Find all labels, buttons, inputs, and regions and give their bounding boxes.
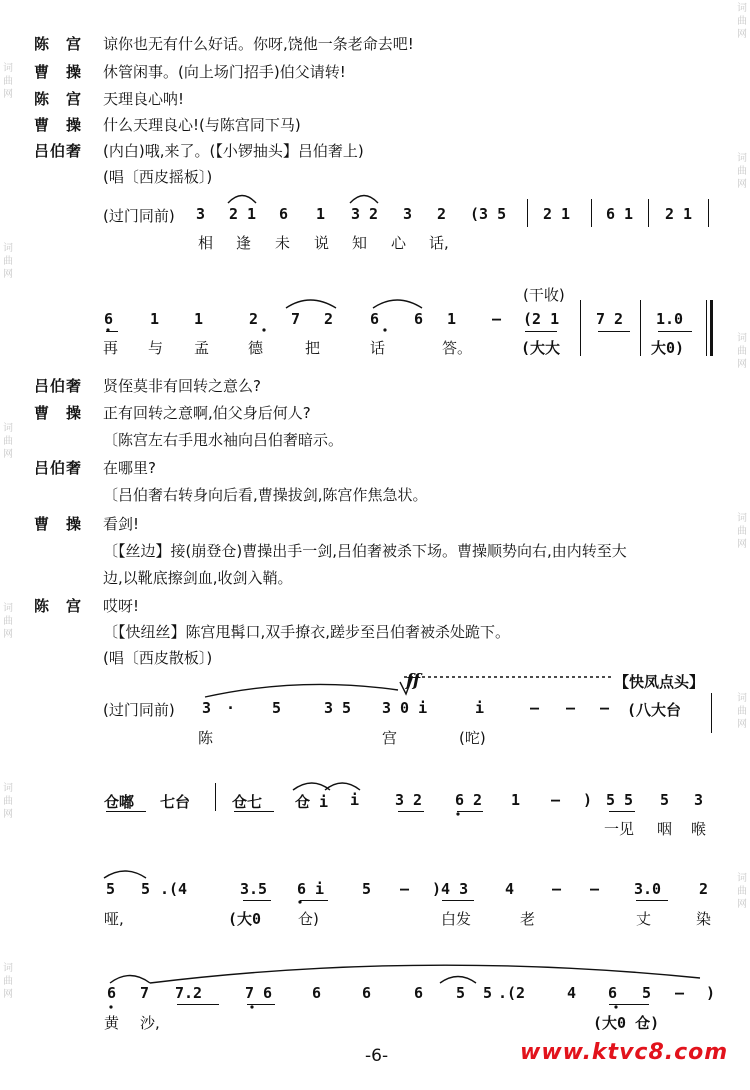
watermark-left: 词曲网 [3,423,13,460]
note: 6 [414,310,424,328]
note: 5 [642,984,652,1002]
speaker: 曹 操 [34,515,83,533]
note: – [551,791,561,809]
line-text: 正有回转之意啊,伯父身后何人? [103,404,311,422]
line-text: 〔吕伯奢右转身向后看,曹操拔剑,陈宫作焦急状。 [103,486,428,504]
note: 3.0 [634,880,662,898]
note: – [675,984,685,1002]
lyric: 哑, [104,910,124,928]
note: 5 [456,984,466,1002]
note: – [600,699,610,717]
note: 3 2 [351,205,379,223]
note: 6 [414,984,424,1002]
line-text: 谅你也无有什么好话。你呀,饶他一条老命去吧! [103,35,414,53]
watermark-left: 词曲网 [3,603,13,640]
note: 6 1 [606,205,634,223]
note: .(4 [160,880,188,898]
lyric: 宫 [382,729,398,747]
watermark-right: 词曲网 [737,3,747,40]
note: 5 [483,984,493,1002]
watermark-right: 词曲网 [737,333,747,370]
watermark-left: 词曲网 [3,963,13,1000]
lyric: 染 [696,910,712,928]
lyric: 德 [248,339,264,357]
note: – [590,880,600,898]
note: 6 [370,310,380,328]
line-text: 看剑! [103,515,140,533]
note: 6 [107,984,117,1002]
lyric: 老 [520,910,536,928]
lyric: 相 [198,234,214,252]
line-text: 贤侄莫非有回转之意么? [103,377,261,395]
watermark-right: 词曲网 [737,513,747,550]
speaker: 陈 宫 [34,35,83,53]
percussion-label: 【快凤点头】 [614,673,705,691]
percussion: (八大台 [627,701,682,719]
percussion: (大大 [521,339,561,357]
note: 仓 i [295,793,329,811]
note: 5 [272,699,282,717]
line-text: 〔【快纽丝】陈宫甩髯口,双手撩衣,蹉步至吕伯奢被杀处跪下。 [103,623,511,641]
note: 6 [312,984,322,1002]
speaker: 曹 操 [34,63,83,81]
speaker: 曹 操 [34,404,83,422]
line-text: 休管闲事。(向上场门招手)伯父请转! [103,63,346,81]
watermark-left: 词曲网 [3,243,13,280]
singing-direction: (唱〔西皮散板〕) [103,649,213,667]
watermark-left: 词曲网 [3,783,13,820]
note: i [350,791,360,809]
page-number: -6- [365,1046,389,1066]
lyric: 把 [305,339,321,357]
speaker: 陈 宫 [34,90,83,108]
lyric: 孟 [194,339,210,357]
note: 2 [437,205,447,223]
note: 6 [279,205,289,223]
note: 6 2 [455,791,483,809]
note: – [566,699,576,717]
note: 2 1 [665,205,693,223]
note: ) [583,791,593,809]
speaker: 吕伯奢 [34,377,83,395]
dynamic-ff: ff [406,671,421,691]
watermark-right: 词曲网 [737,873,747,910]
note: 1 [150,310,160,328]
note: 5 5 [606,791,634,809]
note: 6 i [297,880,325,898]
note: – [492,310,502,328]
lyric: 与 [148,339,164,357]
note: 4 [505,880,515,898]
lyric: 再 [103,339,119,357]
lyric: 黄 [104,1014,120,1032]
note: .(2 [498,984,526,1002]
note: 2 [699,880,709,898]
note: – [530,699,540,717]
note: 3 0 i [382,699,428,717]
speaker: 曹 操 [34,116,83,134]
lyric: 话, [429,234,449,252]
note: – [552,880,562,898]
lyric: 白发 [441,910,472,928]
lyric: 咽 [657,820,673,838]
note: 6 [104,310,114,328]
line-text: 〔【丝边】接(崩登仓)曹操出手一剑,吕伯奢被杀下场。曹操顺势向右,由内转至大 [103,542,627,560]
percussion: (大0 仓) [593,1014,660,1032]
note: 3 [196,205,206,223]
note: )4 3 [432,880,469,898]
note: ) [706,984,716,1002]
speaker: 陈 宫 [34,597,83,615]
note: 5 [106,880,116,898]
note: 7 [291,310,301,328]
lyric: 心 [391,234,407,252]
lyric: (咜) [459,729,486,747]
watermark-right: 词曲网 [737,693,747,730]
note: 1.0 [656,310,684,328]
note: 4 [567,984,577,1002]
note: i [475,699,485,717]
note: 5 [362,880,372,898]
note: 2 1 [543,205,571,223]
note: · [226,699,236,717]
note: 7.2 [175,984,203,1002]
note: 6 [608,984,618,1002]
score-intro: (过门同前) [103,701,175,719]
note: 仓七 [232,793,263,811]
note: 仓嘟 [104,793,135,811]
note: 2 [249,310,259,328]
note: 3 2 [395,791,423,809]
lyric: 仓) [298,910,319,928]
note: 7 [140,984,150,1002]
lyric: 答。 [442,339,473,357]
site-logo[interactable]: www.ktvc8.com [520,1040,729,1065]
note: – [400,880,410,898]
line-text: 什么天理良心!(与陈宫同下马) [103,116,301,134]
singing-direction: (唱〔西皮摇板〕) [103,168,213,186]
line-text: 边,以靴底擦剑血,收剑入鞘。 [103,569,293,587]
note: 1 [447,310,457,328]
lyric: 陈 [198,729,214,747]
note: 3 [403,205,413,223]
note: 3.5 [240,880,268,898]
lyric: 说 [314,234,330,252]
note: 1 [316,205,326,223]
lyric: 喉 [691,820,707,838]
note: 2 1 [229,205,257,223]
watermark-right: 词曲网 [737,153,747,190]
percussion: (大0 [228,910,262,928]
note: 7 2 [596,310,624,328]
lyric: 知 [352,234,368,252]
note: 3 [694,791,704,809]
line-text: 天理良心呐! [103,90,185,108]
note: 6 [362,984,372,1002]
note: 3 [202,699,212,717]
lyric: 丈 [636,910,652,928]
lyric: 话 [370,339,386,357]
note: 3 5 [324,699,352,717]
lyric: 沙, [140,1014,160,1032]
note: 1 [194,310,204,328]
percussion: 大0) [651,339,685,357]
note: (3 5 [470,205,507,223]
speaker: 吕伯奢 [34,459,83,477]
line-text: 〔陈宫左右手甩水袖向吕伯奢暗示。 [103,431,344,449]
note: 7 6 [245,984,273,1002]
lyric: 逢 [236,234,252,252]
lyric: 一见 [604,820,635,838]
gan-shou-mark: (干收) [523,286,565,304]
watermark-left: 词曲网 [3,63,13,100]
note: 2 [324,310,334,328]
note: 七台 [160,793,191,811]
lyric: 未 [275,234,291,252]
note: 5 [660,791,670,809]
note: (2 1 [523,310,560,328]
speaker: 吕伯奢 [34,142,83,160]
line-text: 哎呀! [103,597,140,615]
line-text: (内白)哦,来了。(【小锣抽头】吕伯奢上) [103,142,364,160]
score-intro: (过门同前) [103,207,175,225]
note: 5 [141,880,151,898]
note: 1 [511,791,521,809]
line-text: 在哪里? [103,459,156,477]
